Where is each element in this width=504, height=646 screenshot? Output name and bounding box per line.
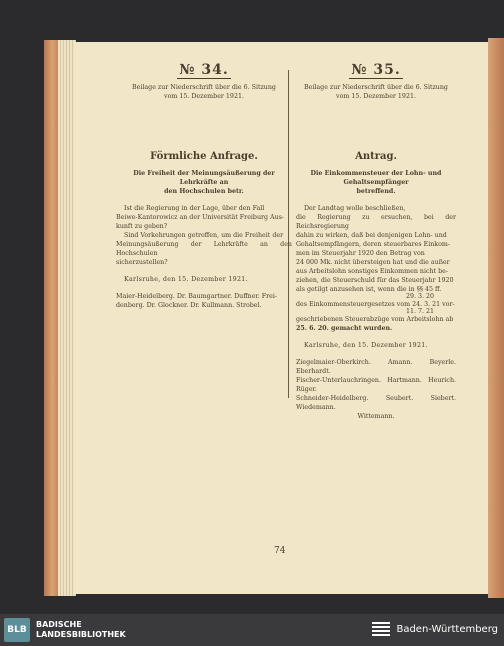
signers-left: Maier-Heidelberg. Dr. Baumgartner. Duffner. Frei- denberg. Dr. Glockner. Dr. Kullmann. Strobel. bbox=[116, 293, 278, 309]
doc-number-right: № 35. bbox=[351, 62, 401, 78]
motion-body: Der Landtag wolle beschließen, die Regierung zu ersuchen, bei der Reichsregierung dahin zu wirken, daß bei denjenigen Lohn- und Gehaltsempfängern, deren steuerbares Einkom- men im Steuerjahr 1920 den Betrag von 24 000 Mk. nicht übersteigen hat und die außer aus Arbeitslohn sonstiges Einkommen nicht be- ziehen, die Steuerschuld für das Steuerjahr 1920 als getilgt anzusehen ist, wenn die in §§ 45 ff. 29. 3. 20 des Einkommensteuergesetzes vom 24. 3. 21 vor- 11. 7. 21 geschriebenen Steuerabzüge vom Arbeitslohn ab 25. 6. 20. gemacht wurden. bbox=[296, 205, 456, 332]
place-date-left: Karlsruhe, den 15. Dezember 1921. bbox=[124, 276, 248, 283]
subtitle-left: Beilage zur Niederschrift über die 6. Sitzung vom 15. Dezember 1921. bbox=[132, 84, 276, 100]
coat-of-arms-icon bbox=[372, 622, 390, 636]
state-name: Baden-Württemberg bbox=[396, 623, 498, 635]
lead-left: Die Freiheit der Meinungsäußerung der Lehrkräfte an den Hochschulen betr. bbox=[133, 170, 275, 195]
right-column bbox=[296, 62, 456, 421]
book-cover-edge bbox=[488, 38, 504, 598]
blb-logo-icon[interactable]: BLB bbox=[4, 618, 30, 642]
doc-number-left: № 34. bbox=[179, 62, 229, 78]
document-page bbox=[74, 42, 488, 594]
left-column bbox=[116, 62, 292, 310]
book-spine bbox=[44, 40, 58, 596]
lead-right: Die Einkommensteuer der Lohn- und Gehaltsempfänger betreffend. bbox=[310, 170, 442, 195]
paragraph-1: Ist die Regierung in der Lage, über den Fall Beiwe-Kantorowicz an der Universität Freiburg Aus- kunft zu geben? bbox=[116, 205, 285, 230]
signers-right: Ziegelmaier-Oberkirch. Amann. Beyerle. Eberhardt. Fischer-Unterlauchringen. Hartmann. Heurich. Rüger. Schneider-Heidelberg. Seubert. Siebert. Wiedemann. Wittemann. bbox=[296, 359, 456, 420]
subtitle-right: Beilage zur Niederschrift über die 6. Sitzung vom 15. Dezember 1921. bbox=[304, 84, 448, 100]
paragraph-2: Sind Vorkehrungen getroffen, um die Freiheit der Meinungsäußerung der Lehrkräfte an den Hochschulen sicherzustellen? bbox=[116, 232, 292, 266]
heading-right: Antrag. bbox=[355, 151, 397, 162]
page-number: 74 bbox=[274, 546, 286, 556]
library-name: BADISCHE LANDESBIBLIOTHEK bbox=[36, 620, 126, 639]
baden-wuerttemberg-logo[interactable] bbox=[372, 622, 498, 636]
heading-left: Förmliche Anfrage. bbox=[150, 151, 258, 162]
place-date-right: Karlsruhe, den 15. Dezember 1921. bbox=[304, 342, 428, 349]
